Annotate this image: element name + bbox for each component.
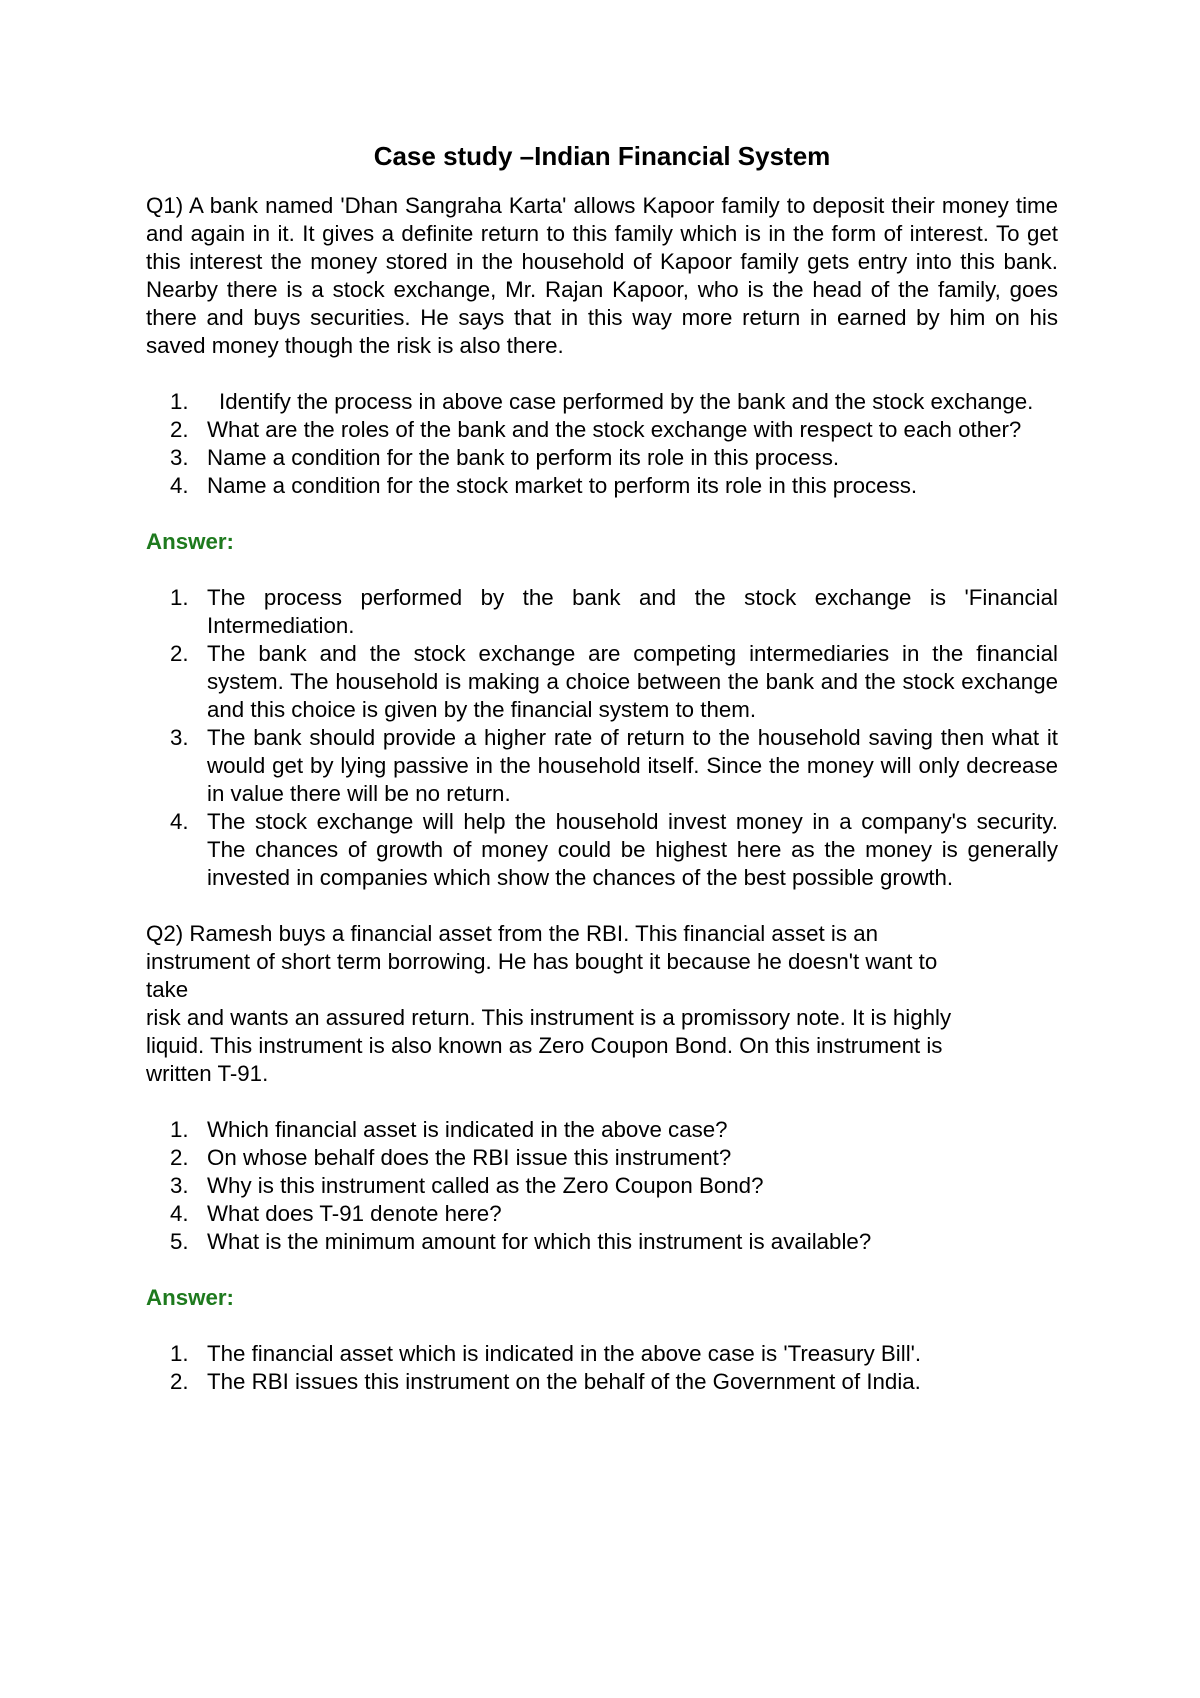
document-title: Case study –Indian Financial System xyxy=(373,141,831,171)
q2-question-list xyxy=(146,1116,1058,1256)
q1-answer-list xyxy=(146,584,1058,892)
list-text: The bank and the stock exchange are competing intermediaries in the financial system. The household is making a choice between the bank and the stock exchange and this choice is given by the financial system to them. xyxy=(207,641,1058,722)
list-item xyxy=(146,388,1058,416)
list-number: 4. xyxy=(170,1201,189,1226)
q1-question-list xyxy=(146,388,1058,500)
list-text: The financial asset which is indicated in the above case is 'Treasury Bill'. xyxy=(207,1341,922,1366)
list-item xyxy=(146,584,1058,640)
q2-line: risk and wants an assured return. This instrument is a promissory note. It is highly xyxy=(146,1005,952,1030)
list-item xyxy=(146,1172,1058,1200)
list-item xyxy=(146,1340,1058,1368)
list-item xyxy=(146,472,1058,500)
list-text: Identify the process in above case performed by the bank and the stock exchange. xyxy=(219,389,1034,414)
q2-line: take xyxy=(146,977,189,1002)
list-number: 1. xyxy=(170,1117,189,1142)
list-item xyxy=(146,1368,1058,1396)
list-number: 5. xyxy=(170,1229,189,1254)
list-item xyxy=(146,1116,1058,1144)
list-number: 2. xyxy=(170,417,189,442)
list-item xyxy=(146,1228,1058,1256)
spacer xyxy=(146,360,1058,388)
list-text: Name a condition for the stock market to perform its role in this process. xyxy=(207,473,918,498)
q1-paragraph: Q1) A bank named 'Dhan Sangraha Karta' allows Kapoor family to deposit their money time and again in it. It gives a definite return to this family which is in the form of interest. To get this interest the money stored in the household of Kapoor family gets entry into this bank. Nearby there is a stock exchange, Mr. Rajan Kapoor, who is the head of the family, goes there and buys securities. He says that in this way more return in earned by him on his saved money though the risk is also there. xyxy=(146,193,1058,358)
list-number: 3. xyxy=(170,725,189,750)
document-page xyxy=(146,140,1058,1396)
spacer xyxy=(146,500,1058,528)
q2-line: written T-91. xyxy=(146,1061,269,1086)
list-number: 4. xyxy=(170,809,189,834)
list-text: On whose behalf does the RBI issue this instrument? xyxy=(207,1145,732,1170)
list-number: 2. xyxy=(170,1369,189,1394)
list-text: Which financial asset is indicated in the above case? xyxy=(207,1117,728,1142)
list-text: The process performed by the bank and the stock exchange is 'Financial Intermediation. xyxy=(207,585,1058,638)
list-text: The RBI issues this instrument on the behalf of the Government of India. xyxy=(207,1369,921,1394)
list-item xyxy=(146,1144,1058,1172)
list-item xyxy=(146,724,1058,808)
list-text: Name a condition for the bank to perform its role in this process. xyxy=(207,445,840,470)
list-item xyxy=(146,1200,1058,1228)
list-item xyxy=(146,808,1058,892)
q2-line: Q2) Ramesh buys a financial asset from the RBI. This financial asset is an xyxy=(146,921,878,946)
list-item xyxy=(146,640,1058,724)
spacer xyxy=(146,1256,1058,1284)
list-text: What are the roles of the bank and the stock exchange with respect to each other? xyxy=(207,417,1022,442)
list-text: What does T-91 denote here? xyxy=(207,1201,502,1226)
list-text: The stock exchange will help the household invest money in a company's security. The chances of growth of money could be highest here as the money is generally invested in companies which show the chances of the best possible growth. xyxy=(207,809,1058,890)
list-number: 1. xyxy=(170,585,189,610)
spacer xyxy=(146,556,1058,584)
q2-line: liquid. This instrument is also known as Zero Coupon Bond. On this instrument is xyxy=(146,1033,943,1058)
list-number: 3. xyxy=(170,1173,189,1198)
list-number: 1. xyxy=(170,1341,189,1366)
q2-paragraph xyxy=(146,920,1058,1088)
list-text: Why is this instrument called as the Zero Coupon Bond? xyxy=(207,1173,764,1198)
q2-answer-list xyxy=(146,1340,1058,1396)
list-number: 4. xyxy=(170,473,189,498)
q1-answer-label: Answer: xyxy=(146,529,234,554)
spacer xyxy=(146,1312,1058,1340)
list-text: The bank should provide a higher rate of return to the household saving then what it would get by lying passive in the household itself. Since the money will only decrease in value there will be no return. xyxy=(207,725,1058,806)
q2-answer-label: Answer: xyxy=(146,1285,234,1310)
list-item xyxy=(146,444,1058,472)
spacer xyxy=(146,1088,1058,1116)
q2-line: instrument of short term borrowing. He has bought it because he doesn't want to xyxy=(146,949,938,974)
list-number: 3. xyxy=(170,445,189,470)
list-number: 2. xyxy=(170,641,189,666)
list-number: 1. xyxy=(170,389,189,414)
list-number: 2. xyxy=(170,1145,189,1170)
spacer xyxy=(146,892,1058,920)
list-text: What is the minimum amount for which this instrument is available? xyxy=(207,1229,872,1254)
list-item xyxy=(146,416,1058,444)
